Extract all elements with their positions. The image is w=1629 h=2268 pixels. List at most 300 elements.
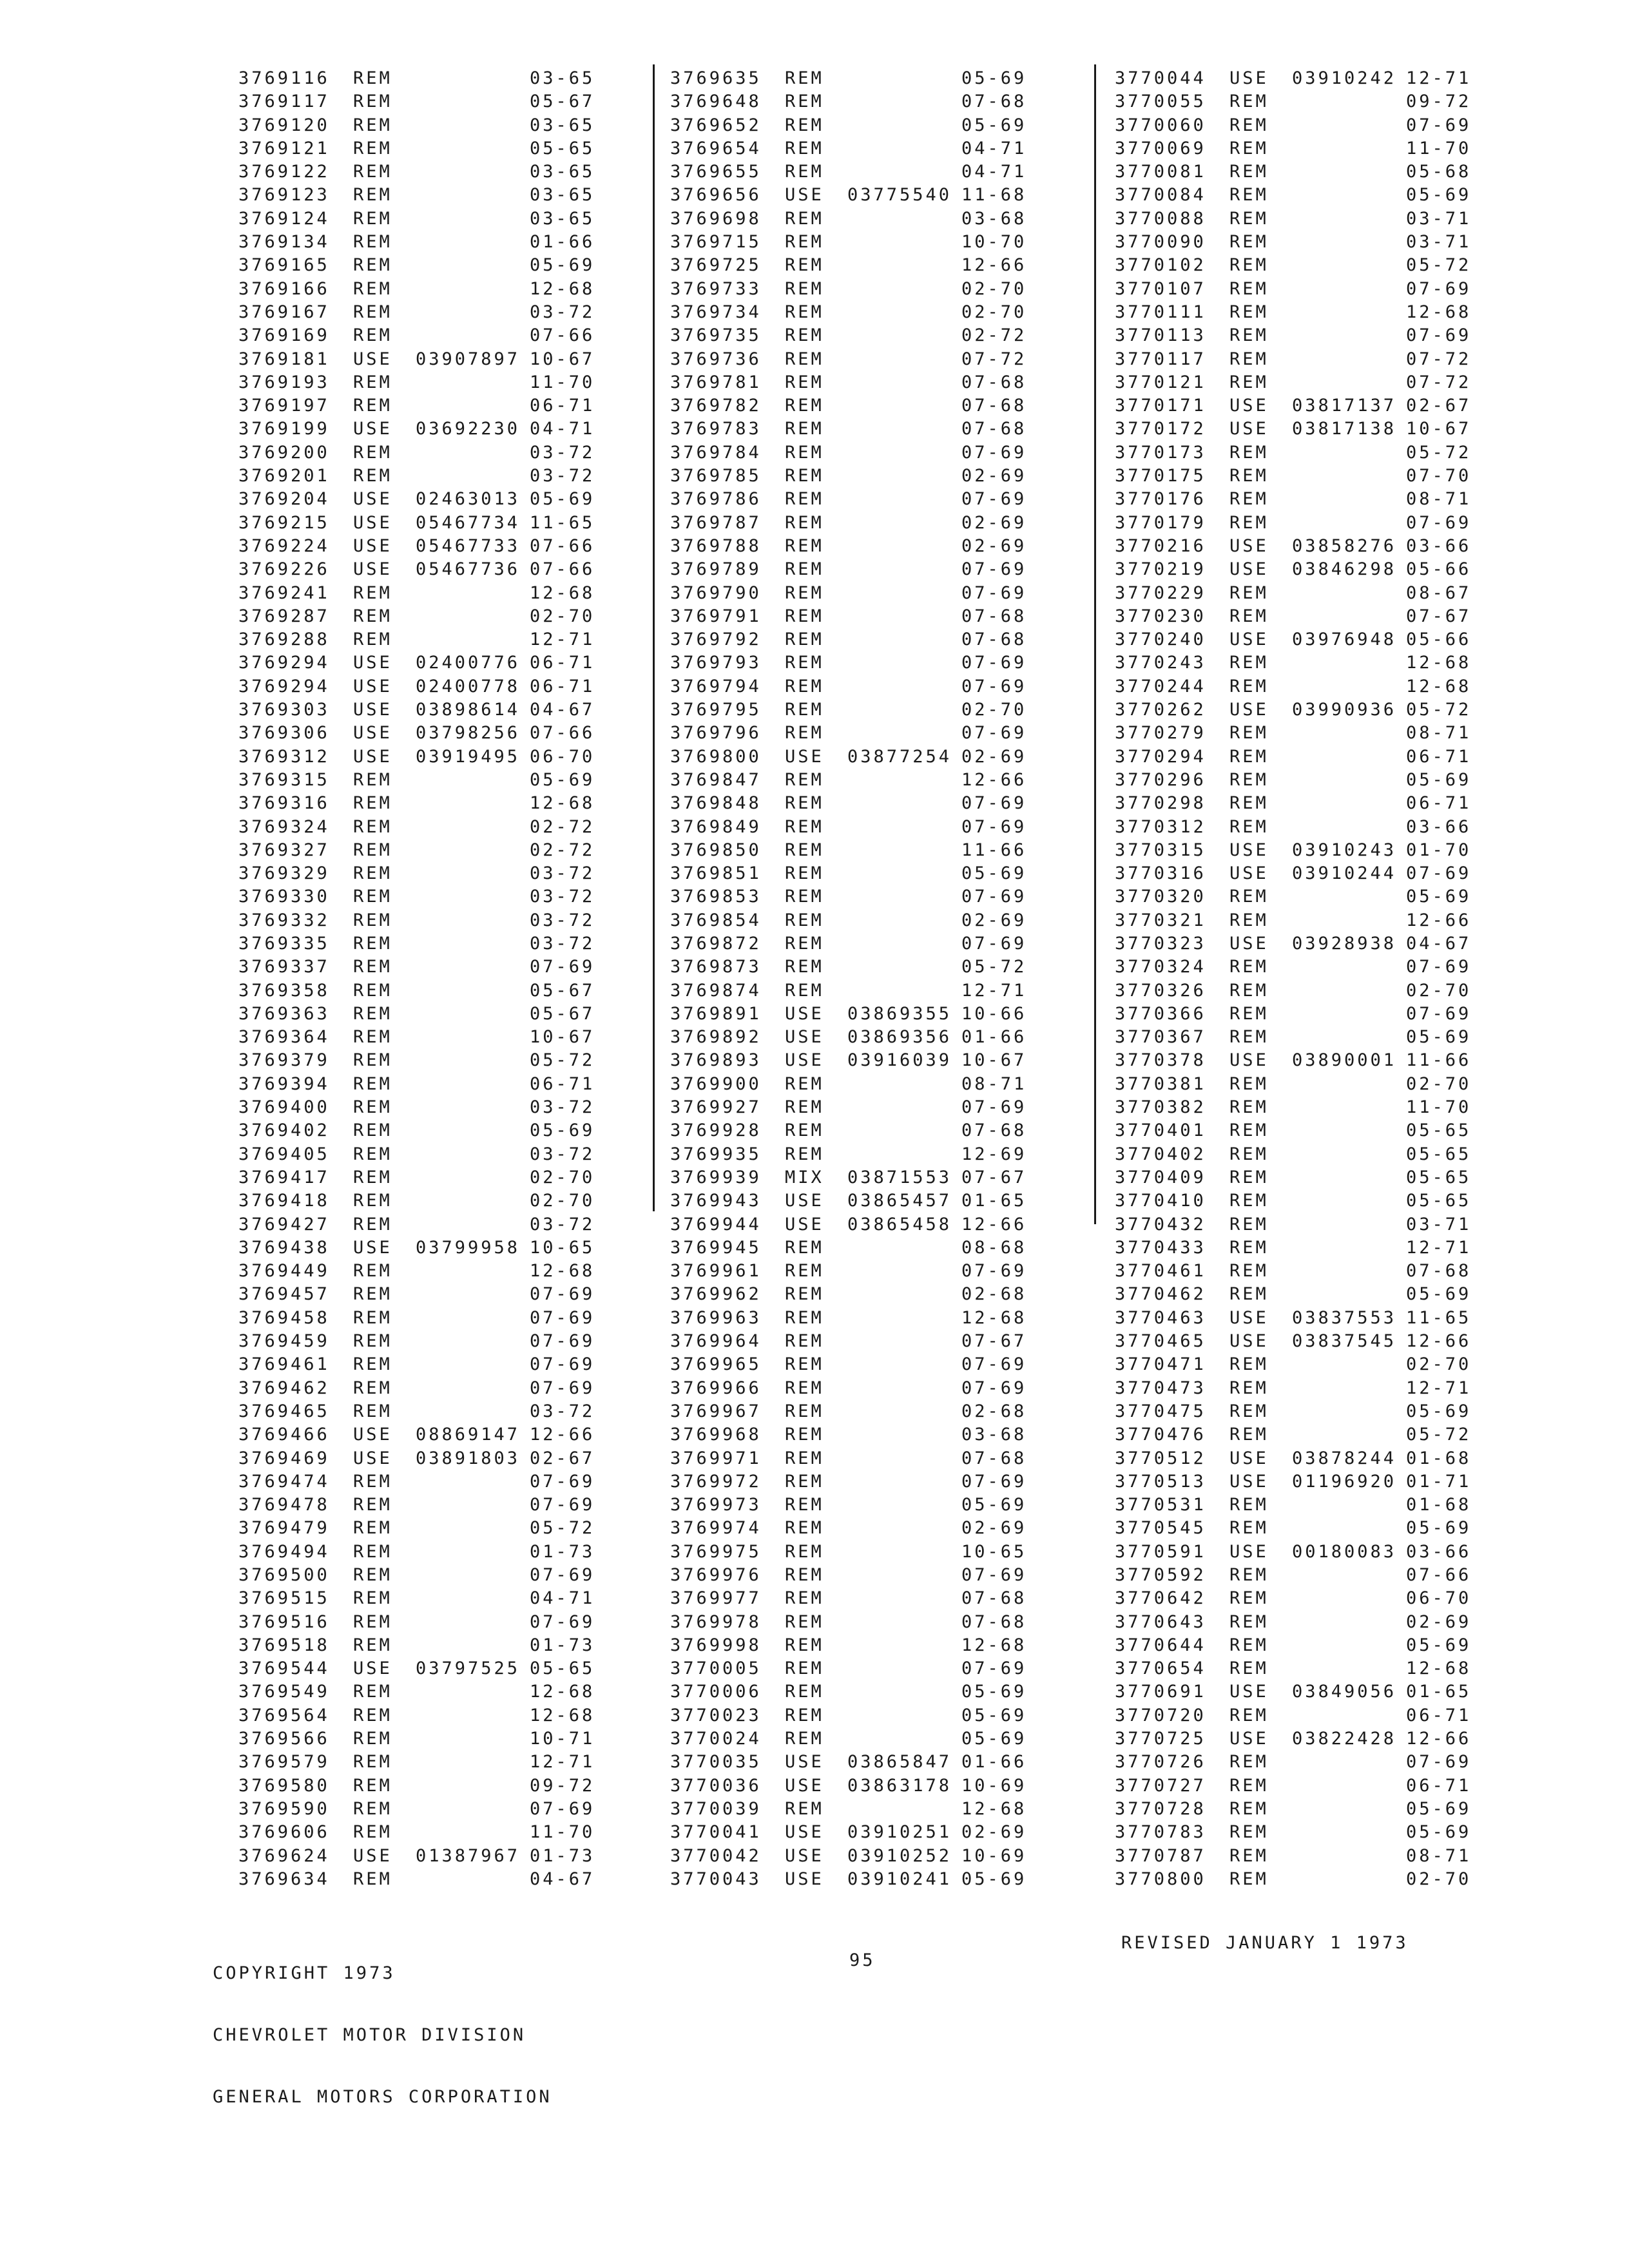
entry-date: 06-70 xyxy=(1406,1588,1472,1609)
part-entry xyxy=(238,745,638,769)
part-entry xyxy=(1115,1353,1514,1376)
status-code: USE xyxy=(1229,419,1269,439)
part-entry xyxy=(1115,535,1514,558)
entry-date: 05-72 xyxy=(1406,255,1472,276)
part-number: 3769294 xyxy=(238,653,330,673)
part-entry xyxy=(1115,1213,1514,1236)
parts-column-1 xyxy=(238,67,638,1891)
column-divider xyxy=(653,64,655,1211)
part-number: 3770312 xyxy=(1115,816,1206,837)
part-number: 3769241 xyxy=(238,582,330,603)
status-code: REM xyxy=(353,232,392,253)
part-number: 3770382 xyxy=(1115,1097,1206,1118)
part-number: 3769462 xyxy=(238,1378,330,1398)
part-number: 3769169 xyxy=(238,325,330,346)
part-entry xyxy=(238,1049,638,1072)
part-number: 3769516 xyxy=(238,1611,330,1632)
status-code: REM xyxy=(785,700,824,720)
replacement-number: 05467734 xyxy=(416,512,521,533)
entry-date: 11-65 xyxy=(530,512,595,533)
part-entry xyxy=(670,932,1070,956)
part-number: 3769944 xyxy=(670,1214,762,1235)
status-code: REM xyxy=(1229,115,1269,135)
status-code: REM xyxy=(353,372,392,392)
entry-date: 10-67 xyxy=(530,1027,595,1048)
status-code: REM xyxy=(785,1401,824,1421)
status-code: REM xyxy=(1229,653,1269,673)
status-code: USE xyxy=(785,1869,824,1889)
part-entry xyxy=(670,722,1070,745)
status-code: REM xyxy=(353,396,392,416)
part-entry xyxy=(238,885,638,908)
entry-date: 05-65 xyxy=(530,1658,595,1679)
status-code: REM xyxy=(785,863,824,884)
entry-date: 10-71 xyxy=(530,1729,595,1749)
part-number: 3770726 xyxy=(1115,1752,1206,1773)
part-number: 3769787 xyxy=(670,512,762,533)
part-number: 3769874 xyxy=(670,980,762,1001)
status-code: USE xyxy=(1229,1331,1269,1352)
part-entry xyxy=(670,1751,1070,1774)
entry-date: 12-71 xyxy=(1406,1378,1472,1398)
status-code: REM xyxy=(785,419,824,439)
entry-date: 07-70 xyxy=(1406,466,1472,486)
status-code: REM xyxy=(1229,816,1269,837)
part-entry xyxy=(238,651,638,675)
status-code: REM xyxy=(785,769,824,790)
entry-date: 01-70 xyxy=(1406,840,1472,860)
entry-date: 07-69 xyxy=(961,653,1027,673)
part-entry xyxy=(238,1236,638,1260)
replacement-number: 03976948 xyxy=(1292,629,1397,650)
part-entry xyxy=(1115,1307,1514,1330)
part-number: 3770473 xyxy=(1115,1378,1206,1398)
part-entry xyxy=(238,90,638,113)
status-code: USE xyxy=(1229,559,1269,580)
entry-date: 02-70 xyxy=(961,302,1027,322)
part-entry xyxy=(1115,231,1514,254)
part-entry xyxy=(1115,114,1514,137)
part-number: 3769734 xyxy=(670,302,762,322)
part-number: 3770121 xyxy=(1115,372,1206,392)
status-code: USE xyxy=(785,1775,824,1796)
part-number: 3769120 xyxy=(238,115,330,135)
part-entry xyxy=(670,1003,1070,1026)
part-number: 3769635 xyxy=(670,68,762,88)
entry-date: 12-66 xyxy=(530,1425,595,1445)
parts-column-3 xyxy=(1115,67,1514,1891)
part-number: 3770401 xyxy=(1115,1120,1206,1141)
entry-date: 02-72 xyxy=(530,840,595,860)
replacement-number: 03878244 xyxy=(1292,1448,1397,1468)
part-entry xyxy=(670,441,1070,465)
status-code: REM xyxy=(785,1284,824,1305)
status-code: REM xyxy=(785,816,824,837)
part-entry xyxy=(238,956,638,979)
part-entry xyxy=(670,1704,1070,1727)
status-code: REM xyxy=(353,278,392,299)
entry-date: 12-68 xyxy=(961,1307,1027,1328)
part-number: 3769978 xyxy=(670,1611,762,1632)
part-entry xyxy=(670,698,1070,722)
entry-date: 05-72 xyxy=(530,1518,595,1539)
entry-date: 12-68 xyxy=(530,1682,595,1702)
entry-date: 03-72 xyxy=(530,1144,595,1164)
part-number: 3769544 xyxy=(238,1658,330,1679)
part-entry xyxy=(238,792,638,815)
entry-date: 03-72 xyxy=(530,442,595,463)
part-number: 3770727 xyxy=(1115,1775,1206,1796)
entry-date: 03-66 xyxy=(1406,535,1472,556)
part-entry xyxy=(238,1727,638,1751)
status-code: REM xyxy=(353,910,392,930)
entry-date: 03-66 xyxy=(1406,1541,1472,1562)
part-number: 3770644 xyxy=(1115,1635,1206,1655)
entry-date: 12-66 xyxy=(961,769,1027,790)
status-code: REM xyxy=(785,910,824,930)
part-number: 3769847 xyxy=(670,769,762,790)
part-entry xyxy=(238,1470,638,1494)
part-entry xyxy=(670,207,1070,231)
part-number: 3770216 xyxy=(1115,535,1206,556)
part-entry xyxy=(1115,348,1514,371)
part-number: 3770410 xyxy=(1115,1191,1206,1211)
status-code: REM xyxy=(1229,1027,1269,1048)
part-entry xyxy=(238,1330,638,1353)
part-number: 3769624 xyxy=(238,1845,330,1866)
status-code: REM xyxy=(1229,1003,1269,1024)
status-code: USE xyxy=(1229,1448,1269,1468)
entry-date: 02-70 xyxy=(961,278,1027,299)
part-number: 3770084 xyxy=(1115,185,1206,206)
status-code: REM xyxy=(353,840,392,860)
entry-date: 05-72 xyxy=(1406,442,1472,463)
status-code: REM xyxy=(353,1284,392,1305)
part-number: 3770591 xyxy=(1115,1541,1206,1562)
part-entry xyxy=(1115,1774,1514,1798)
status-code: REM xyxy=(1229,1284,1269,1305)
entry-date: 11-70 xyxy=(530,1822,595,1843)
part-entry xyxy=(1115,67,1514,90)
part-entry xyxy=(238,278,638,301)
entry-date: 08-71 xyxy=(1406,489,1472,510)
part-number: 3769316 xyxy=(238,793,330,814)
entry-date: 06-71 xyxy=(1406,746,1472,767)
part-number: 3769785 xyxy=(670,466,762,486)
status-code: REM xyxy=(1229,1822,1269,1843)
part-number: 3769494 xyxy=(238,1541,330,1562)
entry-date: 04-71 xyxy=(530,1588,595,1609)
entry-date: 12-66 xyxy=(1406,1729,1472,1749)
part-entry xyxy=(238,1798,638,1821)
status-code: USE xyxy=(353,535,392,556)
part-entry xyxy=(238,1517,638,1540)
entry-date: 07-66 xyxy=(530,559,595,580)
entry-date: 07-68 xyxy=(961,1588,1027,1609)
entry-date: 07-69 xyxy=(961,816,1027,837)
entry-date: 12-66 xyxy=(1406,910,1472,930)
status-code: REM xyxy=(353,793,392,814)
status-code: REM xyxy=(785,1588,824,1609)
entry-date: 07-69 xyxy=(961,1097,1027,1118)
entry-date: 05-69 xyxy=(1406,1822,1472,1843)
part-entry xyxy=(670,956,1070,979)
part-number: 3769400 xyxy=(238,1097,330,1118)
part-number: 3770279 xyxy=(1115,723,1206,744)
status-code: REM xyxy=(785,1307,824,1328)
entry-date: 03-65 xyxy=(530,208,595,229)
entry-date: 12-68 xyxy=(530,1705,595,1725)
part-number: 3769736 xyxy=(670,349,762,369)
part-entry xyxy=(238,1353,638,1376)
replacement-number: 03910242 xyxy=(1292,68,1397,88)
part-number: 3769379 xyxy=(238,1050,330,1071)
part-number: 3769579 xyxy=(238,1752,330,1773)
part-number: 3769226 xyxy=(238,559,330,580)
entry-date: 05-69 xyxy=(961,115,1027,135)
entry-date: 05-69 xyxy=(530,489,595,510)
entry-date: 03-72 xyxy=(530,466,595,486)
status-code: REM xyxy=(785,1635,824,1655)
status-code: REM xyxy=(785,1495,824,1515)
entry-date: 05-69 xyxy=(530,255,595,276)
status-code: REM xyxy=(353,1822,392,1843)
part-number: 3770513 xyxy=(1115,1471,1206,1492)
entry-date: 07-69 xyxy=(1406,1003,1472,1024)
part-number: 3770643 xyxy=(1115,1611,1206,1632)
status-code: USE xyxy=(1229,396,1269,416)
status-code: REM xyxy=(1229,1775,1269,1796)
part-entry xyxy=(670,1868,1070,1891)
entry-date: 12-71 xyxy=(530,1752,595,1773)
part-entry xyxy=(1115,301,1514,324)
part-entry xyxy=(1115,745,1514,769)
entry-date: 06-71 xyxy=(530,653,595,673)
replacement-number: 01387967 xyxy=(416,1845,521,1866)
status-code: REM xyxy=(785,1705,824,1725)
status-code: USE xyxy=(785,1003,824,1024)
status-code: REM xyxy=(1229,512,1269,533)
status-code: USE xyxy=(785,1050,824,1071)
entry-date: 05-67 xyxy=(530,91,595,112)
status-code: REM xyxy=(1229,746,1269,767)
entry-date: 07-69 xyxy=(1406,1752,1472,1773)
status-code: REM xyxy=(353,887,392,907)
part-entry xyxy=(1115,1798,1514,1821)
part-number: 3770326 xyxy=(1115,980,1206,1001)
part-number: 3769652 xyxy=(670,115,762,135)
part-number: 3769461 xyxy=(238,1354,330,1375)
part-entry xyxy=(238,1096,638,1119)
part-entry xyxy=(238,535,638,558)
part-entry xyxy=(1115,1634,1514,1657)
part-number: 3769654 xyxy=(670,138,762,159)
part-entry xyxy=(670,1657,1070,1680)
part-number: 3770800 xyxy=(1115,1869,1206,1889)
part-entry xyxy=(1115,1680,1514,1704)
entry-date: 05-69 xyxy=(1406,887,1472,907)
part-number: 3769782 xyxy=(670,396,762,416)
status-code: REM xyxy=(1229,1237,1269,1258)
status-code: REM xyxy=(785,466,824,486)
replacement-number: 08869147 xyxy=(416,1425,521,1445)
entry-date: 07-68 xyxy=(961,629,1027,650)
part-number: 3769364 xyxy=(238,1027,330,1048)
entry-date: 03-65 xyxy=(530,115,595,135)
part-number: 3769962 xyxy=(670,1284,762,1305)
part-entry xyxy=(670,1377,1070,1400)
entry-date: 03-72 xyxy=(530,910,595,930)
part-number: 3770172 xyxy=(1115,419,1206,439)
part-number: 3770367 xyxy=(1115,1027,1206,1048)
status-code: REM xyxy=(1229,676,1269,697)
part-number: 3769405 xyxy=(238,1144,330,1164)
part-entry xyxy=(1115,1026,1514,1049)
part-number: 3770409 xyxy=(1115,1167,1206,1187)
status-code: REM xyxy=(1229,769,1269,790)
entry-date: 02-72 xyxy=(530,816,595,837)
entry-date: 05-65 xyxy=(1406,1120,1472,1141)
part-entry xyxy=(1115,651,1514,675)
entry-date: 02-68 xyxy=(961,1401,1027,1421)
replacement-number: 05467736 xyxy=(416,559,521,580)
part-number: 3769788 xyxy=(670,535,762,556)
part-entry xyxy=(670,839,1070,862)
entry-date: 03-65 xyxy=(530,162,595,182)
entry-date: 10-66 xyxy=(961,1003,1027,1024)
part-entry xyxy=(670,1260,1070,1283)
status-code: REM xyxy=(1229,255,1269,276)
part-number: 3769891 xyxy=(670,1003,762,1024)
replacement-number: 03849056 xyxy=(1292,1682,1397,1702)
part-entry xyxy=(670,885,1070,908)
part-number: 3770088 xyxy=(1115,208,1206,229)
status-code: REM xyxy=(785,302,824,322)
status-code: REM xyxy=(353,1097,392,1118)
part-number: 3769873 xyxy=(670,957,762,977)
status-code: REM xyxy=(785,1565,824,1585)
part-number: 3769975 xyxy=(670,1541,762,1562)
part-number: 3770321 xyxy=(1115,910,1206,930)
entry-date: 12-68 xyxy=(961,1798,1027,1819)
entry-date: 04-71 xyxy=(530,419,595,439)
status-code: REM xyxy=(1229,91,1269,112)
replacement-number: 03837545 xyxy=(1292,1331,1397,1352)
entry-date: 12-68 xyxy=(530,582,595,603)
entry-date: 07-69 xyxy=(961,559,1027,580)
part-entry xyxy=(670,1541,1070,1564)
part-number: 3769790 xyxy=(670,582,762,603)
entry-date: 12-68 xyxy=(530,278,595,299)
part-entry xyxy=(670,1727,1070,1751)
part-entry xyxy=(670,1845,1070,1868)
status-code: REM xyxy=(785,887,824,907)
part-number: 3770024 xyxy=(670,1729,762,1749)
status-code: REM xyxy=(785,1354,824,1375)
part-entry xyxy=(670,862,1070,885)
part-entry xyxy=(238,1680,638,1704)
part-number: 3770023 xyxy=(670,1705,762,1725)
status-code: REM xyxy=(353,185,392,206)
part-number: 3769795 xyxy=(670,700,762,720)
status-code: REM xyxy=(353,138,392,159)
part-number: 3769327 xyxy=(238,840,330,860)
entry-date: 12-68 xyxy=(1406,1658,1472,1679)
part-entry xyxy=(670,1213,1070,1236)
status-code: REM xyxy=(785,676,824,697)
part-number: 3770296 xyxy=(1115,769,1206,790)
part-entry xyxy=(238,1821,638,1844)
part-entry xyxy=(238,1634,638,1657)
part-number: 3769892 xyxy=(670,1027,762,1048)
entry-date: 11-66 xyxy=(1406,1050,1472,1071)
replacement-number: 03869355 xyxy=(847,1003,952,1024)
status-code: REM xyxy=(785,1261,824,1282)
part-entry xyxy=(1115,1096,1514,1119)
entry-date: 07-69 xyxy=(530,1331,595,1352)
part-entry xyxy=(670,1096,1070,1119)
status-code: REM xyxy=(1229,1635,1269,1655)
entry-date: 07-69 xyxy=(961,933,1027,954)
part-number: 3769893 xyxy=(670,1050,762,1071)
entry-date: 05-67 xyxy=(530,1003,595,1024)
entry-date: 07-69 xyxy=(530,957,595,977)
entry-date: 02-67 xyxy=(1406,396,1472,416)
part-entry xyxy=(238,512,638,535)
part-number: 3769165 xyxy=(238,255,330,276)
status-code: REM xyxy=(353,1144,392,1164)
entry-date: 11-66 xyxy=(961,840,1027,860)
part-entry xyxy=(238,231,638,254)
part-number: 3770006 xyxy=(670,1682,762,1702)
replacement-number: 03846298 xyxy=(1292,559,1397,580)
entry-date: 05-67 xyxy=(530,980,595,1001)
part-entry xyxy=(238,1073,638,1096)
status-code: REM xyxy=(1229,1611,1269,1632)
part-entry xyxy=(238,582,638,605)
part-entry xyxy=(670,1330,1070,1353)
entry-date: 07-69 xyxy=(961,887,1027,907)
status-code: REM xyxy=(353,1471,392,1492)
entry-date: 05-65 xyxy=(530,138,595,159)
status-code: REM xyxy=(1229,489,1269,510)
status-code: REM xyxy=(785,1541,824,1562)
part-number: 3769224 xyxy=(238,535,330,556)
part-number: 3769851 xyxy=(670,863,762,884)
status-code: REM xyxy=(353,606,392,626)
part-entry xyxy=(670,231,1070,254)
part-number: 3769469 xyxy=(238,1448,330,1468)
entry-date: 06-70 xyxy=(530,746,595,767)
part-number: 3769394 xyxy=(238,1073,330,1094)
status-code: REM xyxy=(353,442,392,463)
status-code: REM xyxy=(353,1378,392,1398)
part-entry xyxy=(238,348,638,371)
part-entry xyxy=(1115,1236,1514,1260)
entry-date: 07-67 xyxy=(1406,606,1472,626)
entry-date: 05-69 xyxy=(530,1120,595,1141)
status-code: REM xyxy=(1229,1191,1269,1211)
status-code: REM xyxy=(1229,1261,1269,1282)
replacement-number: 03891803 xyxy=(416,1448,521,1468)
copyright-block xyxy=(213,1922,552,2128)
replacement-number: 03817138 xyxy=(1292,419,1397,439)
part-number: 3770041 xyxy=(670,1822,762,1843)
part-number: 3769200 xyxy=(238,442,330,463)
entry-date: 07-69 xyxy=(1406,863,1472,884)
part-number: 3769474 xyxy=(238,1471,330,1492)
replacement-number: 01196920 xyxy=(1292,1471,1397,1492)
